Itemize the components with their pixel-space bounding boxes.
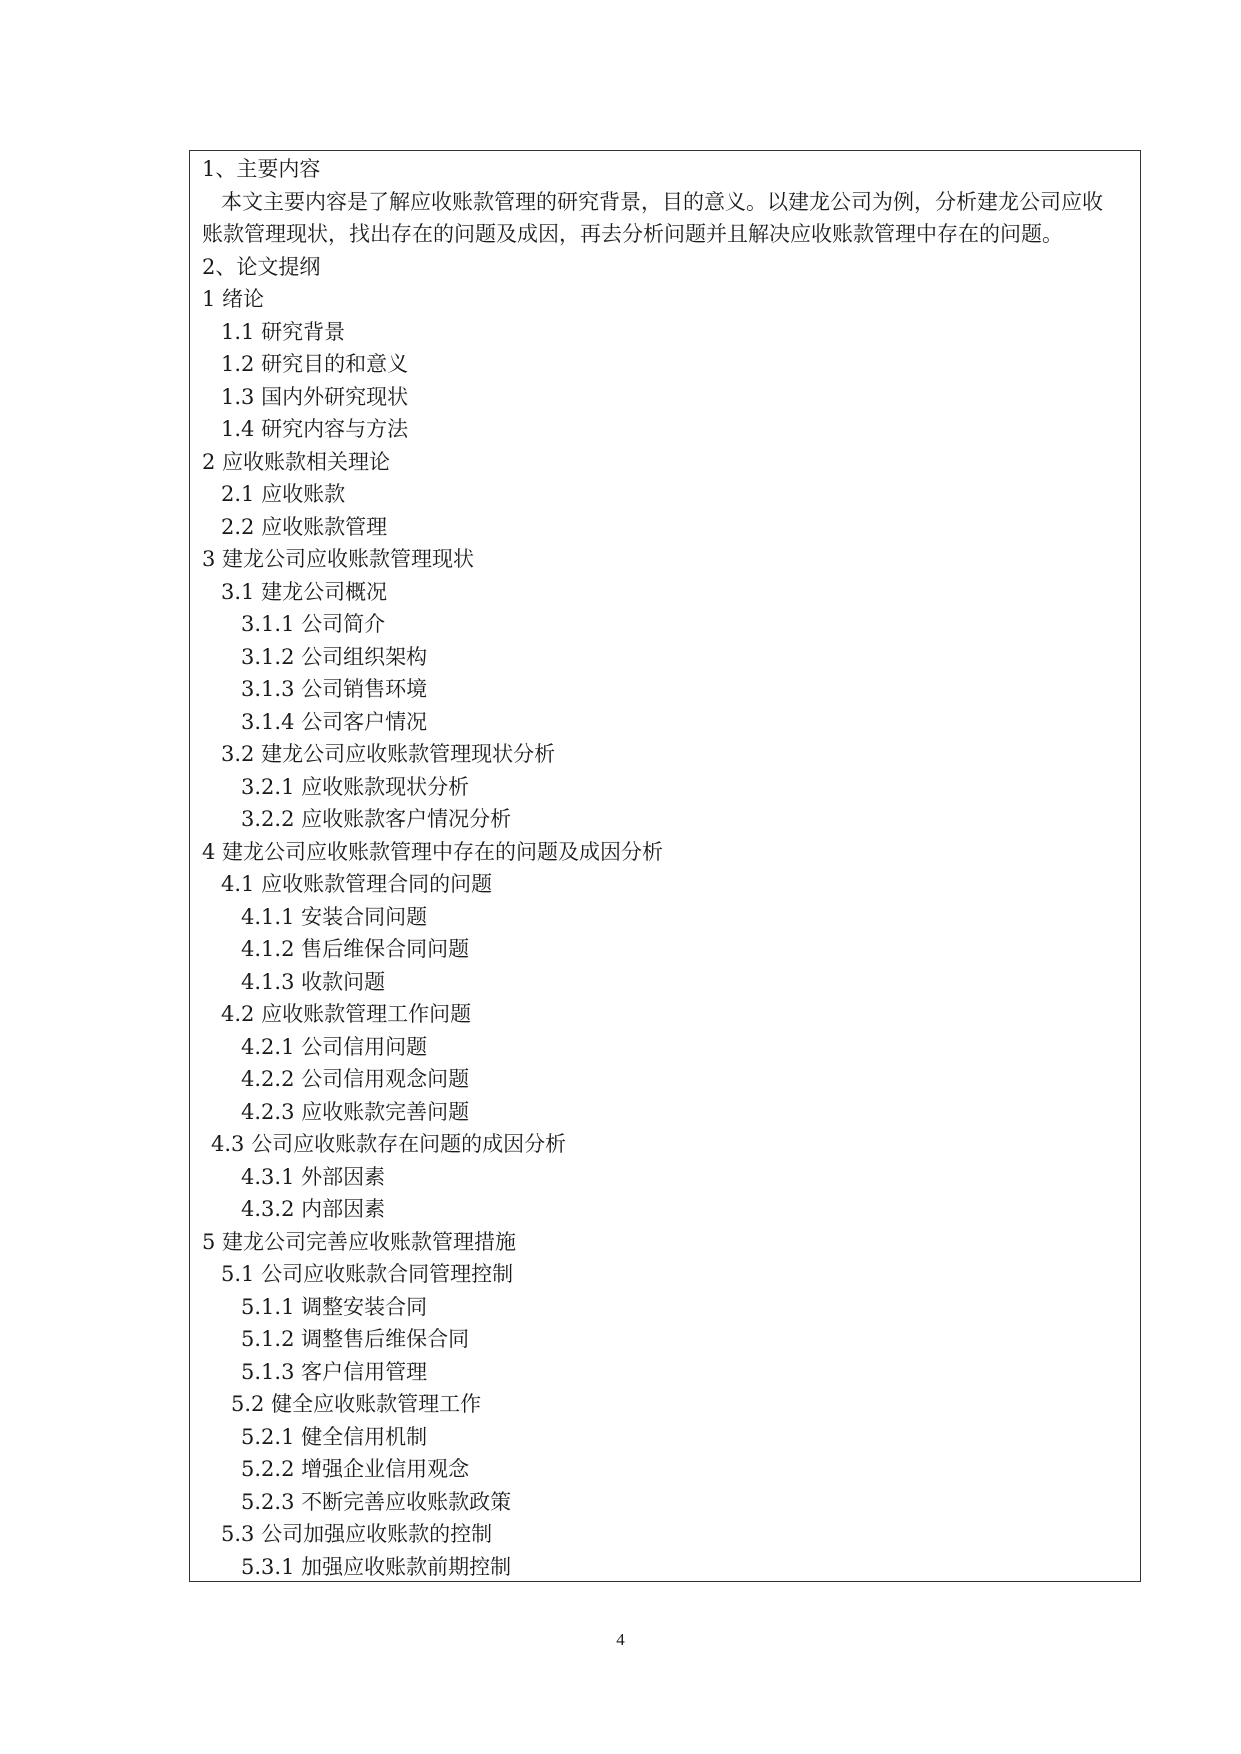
outline-line: 1.2 研究目的和意义 <box>221 352 409 376</box>
outline-line: 本文主要内容是了解应收账款管理的研究背景，目的意义。以建龙公司为例，分析建龙公司应收 <box>221 189 1103 214</box>
outline-line: 3.1.1 公司简介 <box>241 612 386 636</box>
outline-line: 5.2.1 健全信用机制 <box>241 1424 428 1449</box>
outline-line: 3 建龙公司应收账款管理现状 <box>202 547 475 571</box>
outline-line: 1.3 国内外研究现状 <box>221 384 409 409</box>
outline-line: 4.1.2 售后维保合同问题 <box>241 937 470 961</box>
outline-line: 1.1 研究背景 <box>221 319 346 344</box>
outline-line: 5.1.3 客户信用管理 <box>241 1359 428 1384</box>
outline-line: 3.2.2 应收账款客户情况分析 <box>241 807 512 831</box>
outline-line: 3.1.2 公司组织架构 <box>241 644 428 669</box>
outline-line: 5.1.1 调整安装合同 <box>241 1294 428 1319</box>
outline-line: 5.3.1 加强应收账款前期控制 <box>241 1554 512 1579</box>
outline-line: 3.2 建龙公司应收账款管理现状分析 <box>221 742 556 766</box>
outline-line: 4.2.2 公司信用观念问题 <box>241 1067 470 1091</box>
outline-line: 3.1 建龙公司概况 <box>221 579 388 604</box>
outline-line: 2 应收账款相关理论 <box>202 449 391 474</box>
outline-line: 5.2.2 增强企业信用观念 <box>241 1457 470 1481</box>
outline-line: 3.1.4 公司客户情况 <box>241 709 428 734</box>
outline-line: 4.1.1 安装合同问题 <box>241 904 428 929</box>
outline-line: 4.3.2 内部因素 <box>241 1197 386 1221</box>
outline-line: 1、主要内容 <box>202 157 321 181</box>
page-number: 4 <box>616 1630 625 1649</box>
outline-line: 5.3 公司加强应收账款的控制 <box>221 1522 493 1546</box>
outline-line: 4.1 应收账款管理合同的问题 <box>221 872 493 896</box>
outline-line: 2.2 应收账款管理 <box>221 514 388 539</box>
outline-line: 5.1 公司应收账款合同管理控制 <box>221 1262 514 1286</box>
outline-line: 1.4 研究内容与方法 <box>221 417 409 441</box>
outline-line: 5.1.2 调整售后维保合同 <box>241 1327 470 1351</box>
outline-line: 4 建龙公司应收账款管理中存在的问题及成因分析 <box>202 839 664 864</box>
content-table-cell <box>189 150 1141 1582</box>
outline-line: 4.1.3 收款问题 <box>241 969 386 994</box>
outline-line: 3.2.1 应收账款现状分析 <box>241 774 470 799</box>
outline-line: 账款管理现状，找出存在的问题及成因，再去分析问题并且解决应收账款管理中存在的问题。 <box>202 222 1063 246</box>
outline-line: 2、论文提纲 <box>202 254 321 279</box>
outline-line: 4.3 公司应收账款存在问题的成因分析 <box>211 1132 567 1156</box>
outline-line: 5.2 健全应收账款管理工作 <box>231 1392 482 1416</box>
outline-line: 2.1 应收账款 <box>221 482 346 506</box>
outline-line: 4.2.1 公司信用问题 <box>241 1034 428 1059</box>
outline-line: 4.2.3 应收账款完善问题 <box>241 1099 470 1124</box>
outline-line: 5.2.3 不断完善应收账款政策 <box>241 1489 512 1514</box>
outline-line: 5 建龙公司完善应收账款管理措施 <box>202 1229 517 1254</box>
outline-text-block <box>190 151 1140 1581</box>
outline-line: 1 绪论 <box>202 287 265 311</box>
outline-line: 4.3.1 外部因素 <box>241 1164 386 1189</box>
outline-line: 4.2 应收账款管理工作问题 <box>221 1002 472 1026</box>
outline-line: 3.1.3 公司销售环境 <box>241 677 428 701</box>
